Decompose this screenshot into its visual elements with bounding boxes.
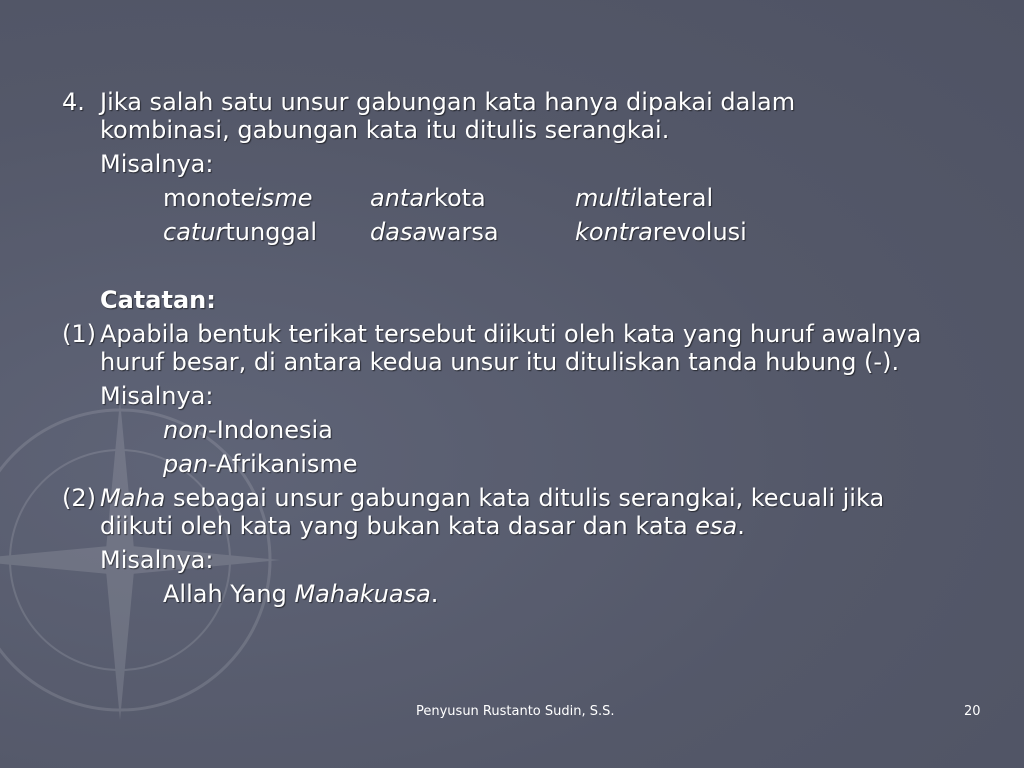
note1-line2: huruf besar, di antara kedua unsur itu dituliskan tanda hubung (-). — [100, 348, 900, 376]
example-word: kontrarevolusi — [575, 218, 747, 246]
note1-example: non-Indonesia — [163, 416, 333, 444]
item4-line1: Jika salah satu unsur gabungan kata hanya dipakai dalam — [100, 88, 796, 116]
example-word: antarkota — [370, 184, 486, 212]
note1-number: (1) — [62, 320, 96, 348]
note1-line1: Apabila bentuk terikat tersebut diikuti oleh kata yang huruf awalnya — [100, 320, 922, 348]
note1-example: pan-Afrikanisme — [163, 450, 358, 478]
note2-misalnya: Misalnya: — [100, 546, 214, 574]
note2-number: (2) — [62, 484, 96, 512]
note2-line2: diikuti oleh kata yang bukan kata dasar dan kata esa. — [100, 512, 745, 540]
note1-misalnya: Misalnya: — [100, 382, 214, 410]
note2-example: Allah Yang Mahakuasa. — [163, 580, 439, 608]
note2-line1: Maha sebagai unsur gabungan kata ditulis serangkai, kecuali jika — [100, 484, 885, 512]
example-word: multilateral — [575, 184, 714, 212]
page-number: 20 — [964, 704, 981, 719]
footer-author: Penyusun Rustanto Sudin, S.S. — [416, 704, 615, 719]
item4-number: 4. — [62, 88, 85, 116]
example-word: caturtunggal — [163, 218, 318, 246]
catatan-heading: Catatan: — [100, 286, 216, 314]
example-word: monoteisme — [163, 184, 313, 212]
item4-misalnya: Misalnya: — [100, 150, 214, 178]
example-word: dasawarsa — [370, 218, 499, 246]
item4-line2: kombinasi, gabungan kata itu ditulis serangkai. — [100, 116, 670, 144]
